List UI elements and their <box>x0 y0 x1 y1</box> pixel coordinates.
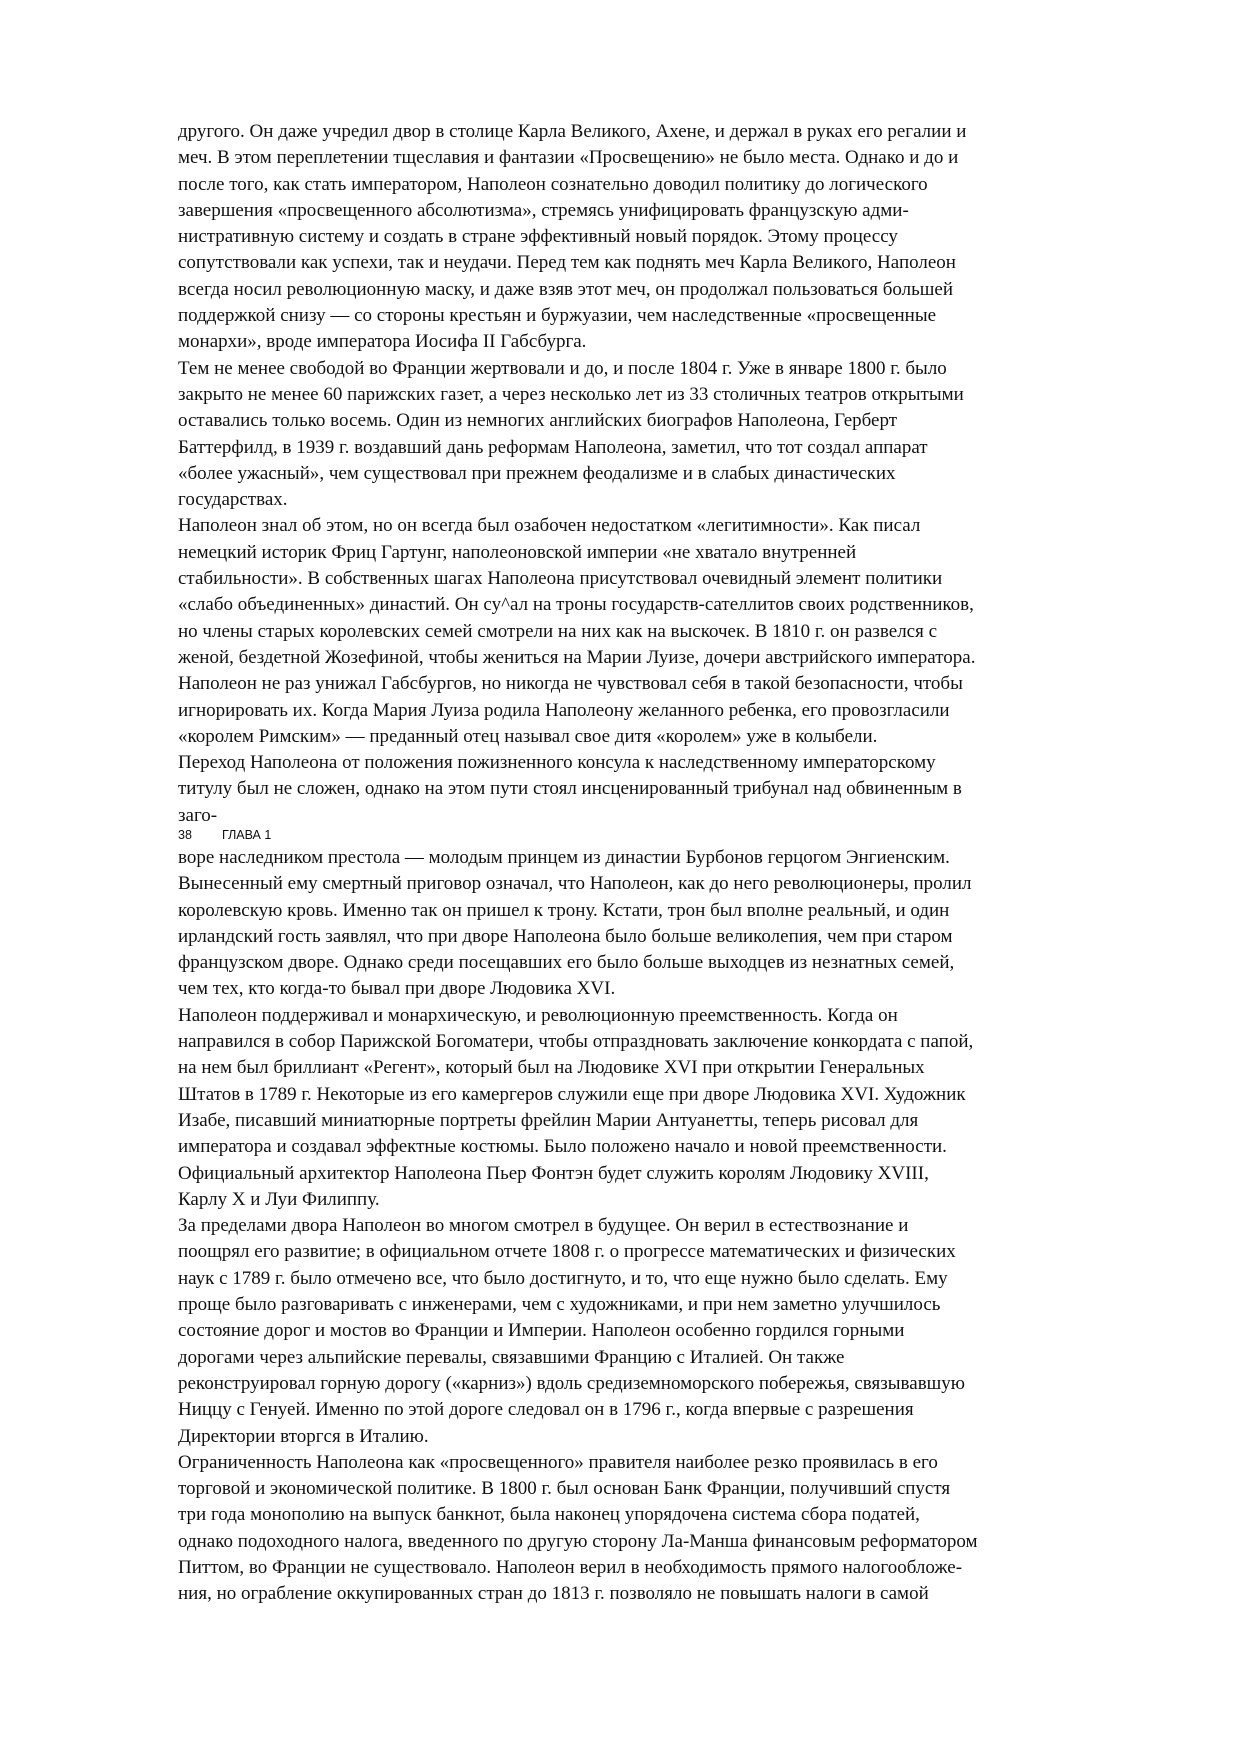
text-line: «более ужасный», чем существовал при прежнем феодализме и в слабых династических <box>178 462 896 484</box>
text-line: меч. В этом переплетении тщеславия и фантазии «Просвещению» не было места. Однако и до и <box>178 147 959 169</box>
text-line: королевскую кровь. Именно так он пришел к трону. Кстати, трон был вполне реальный, и один <box>178 899 950 921</box>
text-line: Питтом, во Франции не существовало. Наполеон верил в необходимость прямого налогообложе- <box>178 1557 963 1579</box>
text-line: Наполеон не раз унижал Габсбургов, но никогда не чувствовал себя в такой безопасности, чтобы <box>178 673 963 695</box>
text-line: дорогами через альпийские перевалы, связавшими Францию с Италией. Он также <box>178 1346 845 1368</box>
text-block-top <box>178 119 1168 829</box>
text-line: однако подоходного налога, введенного по другую сторону Ла-Манша финансовым реформатором <box>178 1530 978 1552</box>
text-line: заго- <box>178 804 218 826</box>
text-line: торговой и экономической политике. В 1800 г. был основан Банк Франции, получивший спустя <box>178 1478 951 1500</box>
text-line: поощрял его развитие; в официальном отчете 1808 г. о прогрессе математических и физических <box>178 1241 956 1263</box>
text-line: но члены старых королевских семей смотрели на них как на выскочек. В 1810 г. он развелся с <box>178 620 938 642</box>
text-line: всегда носил революционную маску, и даже взяв этот меч, он продолжал пользоваться большей <box>178 278 954 300</box>
chapter-label: ГЛАВА 1 <box>222 828 272 842</box>
text-line: немецкий историк Фриц Гартунг, наполеоновской империи «не хватало внутренней <box>178 541 857 563</box>
text-line: состояние дорог и мостов во Франции и Империи. Наполеон особенно гордился горными <box>178 1320 905 1342</box>
text-line: Штатов в 1789 г. Некоторые из его камергеров служили еще при дворе Людовика XVI. Художник <box>178 1083 966 1105</box>
text-line: Вынесенный ему смертный приговор означал, что Наполеон, как до него революционеры, пролил <box>178 873 972 895</box>
text-line: императора и создавал эффектные костюмы. Было положено начало и новой преемственности. <box>178 1136 947 1158</box>
text-line: на нем был бриллиант «Регент», который был на Людовике XVI при открытии Генеральных <box>178 1057 925 1079</box>
text-line: титулу был не сложен, однако на этом пути стоял инсценированный трибунал над обвиненным в <box>178 778 962 800</box>
text-line: Тем не менее свободой во Франции жертвовали и до, и после 1804 г. Уже в январе 1800 г. было <box>178 357 947 379</box>
text-line: За пределами двора Наполеон во многом смотрел в будущее. Он верил в естествознание и <box>178 1215 909 1237</box>
text-line: Наполеон знал об этом, но он всегда был озабочен недостатком «легитимности». Как писал <box>178 515 921 537</box>
text-line: после того, как стать императором, Наполеон сознательно доводил политику до логического <box>178 173 928 195</box>
text-line: «слабо объединенных» династий. Он су^ал на троны государств-сателлитов своих родственников, <box>178 594 974 616</box>
text-line: оставались только восемь. Один из немногих английских биографов Наполеона, Герберт <box>178 410 898 432</box>
text-line: нистративную систему и создать в стране эффективный новый порядок. Этому процессу <box>178 226 898 248</box>
text-line: наук с 1789 г. было отмечено все, что было достигнуто, и то, что еще нужно было сделать. Ему <box>178 1267 948 1289</box>
text-line: Карлу X и Луи Филиппу. <box>178 1188 380 1210</box>
text-line: Наполеон поддерживал и монархическую, и революционную преемственность. Когда он <box>178 1004 898 1026</box>
text-line: игнорировать их. Когда Мария Луиза родила Наполеону желанного ребенка, его провозгласили <box>178 699 950 721</box>
text-line: «королем Римским» — преданный отец называл свое дитя «королем» уже в колыбели. <box>178 725 878 747</box>
text-block-bottom <box>178 845 1168 1608</box>
text-line: монархи», вроде императора Иосифа II Габсбурга. <box>178 331 587 353</box>
text-line: государствах. <box>178 489 288 511</box>
text-line: ния, но ограбление оккупированных стран до 1813 г. позволяло не повышать налоги в самой <box>178 1583 929 1605</box>
text-line: реконструировал горную дорогу («карниз») вдоль средиземноморского побережья, связывавшую <box>178 1372 965 1394</box>
text-line: Официальный архитектор Наполеона Пьер Фонтэн будет служить королям Людовику XVIII, <box>178 1162 929 1184</box>
text-line: завершения «просвещенного абсолютизма», стремясь унифицировать французскую адми- <box>178 199 909 221</box>
text-line: воре наследником престола — молодым принцем из династии Бурбонов герцогом Энгиенским. <box>178 847 950 868</box>
text-line: поддержкой снизу — со стороны крестьян и буржуазии, чем наследственные «просвещенные <box>178 305 937 327</box>
text-line: три года монополию на выпуск банкнот, была наконец упорядочена система сбора податей, <box>178 1504 920 1526</box>
text-line: стабильности». В собственных шагах Наполеона присутствовал очевидный элемент политики <box>178 568 943 590</box>
text-line: Баттерфилд, в 1939 г. воздавший дань реформам Наполеона, заметил, что тот создал аппарат <box>178 436 928 458</box>
text-line: женой, бездетной Жозефиной, чтобы жениться на Марии Луизе, дочери австрийского императора. <box>178 646 976 668</box>
text-line: сопутствовали как успехи, так и неудачи. Перед тем как поднять меч Карла Великого, Наполеон <box>178 252 956 274</box>
running-head <box>178 827 271 843</box>
text-line: французском дворе. Однако среди посещавших его было больше выходцев из незнатных семей, <box>178 952 955 974</box>
text-line: Переход Наполеона от положения пожизненного консула к наследственному императорскому <box>178 752 936 774</box>
page-number: 38 <box>178 828 192 842</box>
text-line: другого. Он даже учредил двор в столице Карла Великого, Ахене, и держал в руках его регалии и <box>178 121 967 142</box>
text-line: направился в собор Парижской Богоматери, чтобы отпраздновать заключение конкордата с папой, <box>178 1031 974 1053</box>
text-line: Изабе, писавший миниатюрные портреты фрейлин Марии Антуанетты, теперь рисовал для <box>178 1109 919 1131</box>
text-line: Ниццу с Генуей. Именно по этой дороге следовал он в 1796 г., когда впервые с разрешения <box>178 1399 914 1421</box>
text-line: чем тех, кто когда-то бывал при дворе Людовика XVI. <box>178 978 616 1000</box>
text-line: Ограниченность Наполеона как «просвещенного» правителя наиболее резко проявилась в его <box>178 1451 938 1473</box>
text-line: Директории вторгся в Италию. <box>178 1425 429 1447</box>
text-line: проще было разговаривать с инженерами, чем с художниками, и при нем заметно улучшилось <box>178 1294 941 1316</box>
text-line: закрыто не менее 60 парижских газет, а через несколько лет из 33 столичных театров открытыми <box>178 383 964 405</box>
text-line: ирландский гость заявлял, что при дворе Наполеона было больше великолепия, чем при старом <box>178 925 953 947</box>
